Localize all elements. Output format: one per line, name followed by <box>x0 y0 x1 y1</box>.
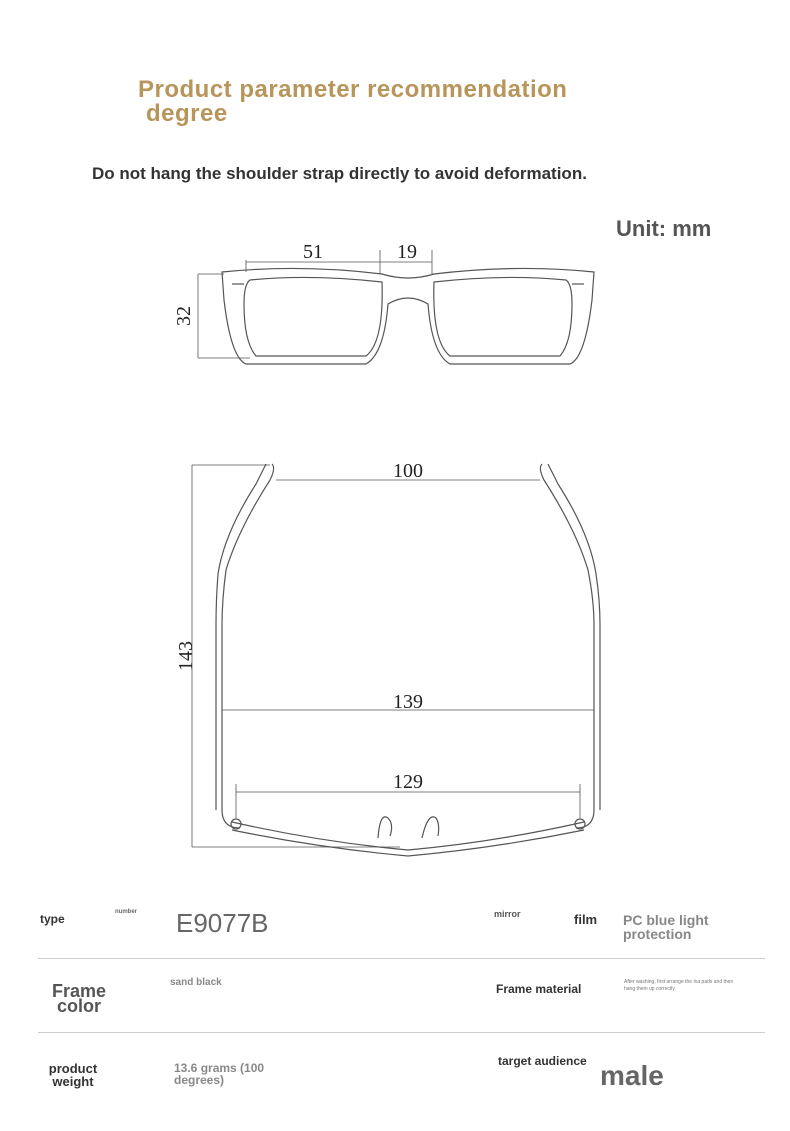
frame-width-label: 139 <box>393 691 423 713</box>
front-frame-bottom <box>232 830 584 856</box>
film-label: film <box>574 912 598 927</box>
weight-label: product weight <box>48 1061 98 1089</box>
bridge-width-label: 19 <box>397 241 417 263</box>
title-line-2: degree <box>146 100 228 127</box>
type-label: type <box>40 912 65 926</box>
right-temple-inner <box>548 464 600 810</box>
audience-value: male <box>600 1060 664 1091</box>
number-label: number <box>115 909 138 915</box>
right-lens <box>434 277 572 356</box>
temple-length-line <box>192 465 400 847</box>
left-temple <box>222 464 274 828</box>
left-nose-pad <box>378 817 392 838</box>
title-line-1: Product parameter recommendation <box>138 76 568 103</box>
frame-color-value: sand black <box>170 977 222 988</box>
lens-width-label: 51 <box>303 241 323 263</box>
right-nose-pad <box>422 817 439 838</box>
frame-material-label: Frame material <box>496 982 582 996</box>
temple-length-label: 143 <box>175 641 197 671</box>
unit-label: Unit: mm <box>616 216 712 241</box>
temple-spread-label: 100 <box>393 460 423 482</box>
front-frame <box>232 822 584 850</box>
lens-height-line <box>198 274 250 358</box>
care-notice: Do not hang the shoulder strap directly to avoid deformation. <box>92 164 587 183</box>
film-value: PC blue light protection <box>623 912 709 942</box>
row-divider-1 <box>38 958 765 959</box>
weight-value: 13.6 grams (100 degrees) <box>174 1061 265 1087</box>
mirror-label: mirror <box>494 909 521 919</box>
left-lens <box>244 277 382 356</box>
front-view-diagram <box>160 230 620 380</box>
frame-color-label: Frame color <box>51 981 107 1016</box>
page-title <box>138 78 658 126</box>
row-divider-2 <box>38 1032 765 1033</box>
frame-outline <box>222 268 594 364</box>
lens-height-label: 32 <box>173 306 195 326</box>
top-view-diagram <box>160 450 630 860</box>
model-number: E9077B <box>176 908 269 938</box>
front-width-label: 129 <box>393 771 423 793</box>
audience-label: target audience <box>498 1054 587 1068</box>
left-temple-inner <box>216 464 266 810</box>
right-temple <box>540 464 594 828</box>
frame-material-value: After washing, first arrange the lna pads and then hang them up correctly. <box>624 979 734 992</box>
